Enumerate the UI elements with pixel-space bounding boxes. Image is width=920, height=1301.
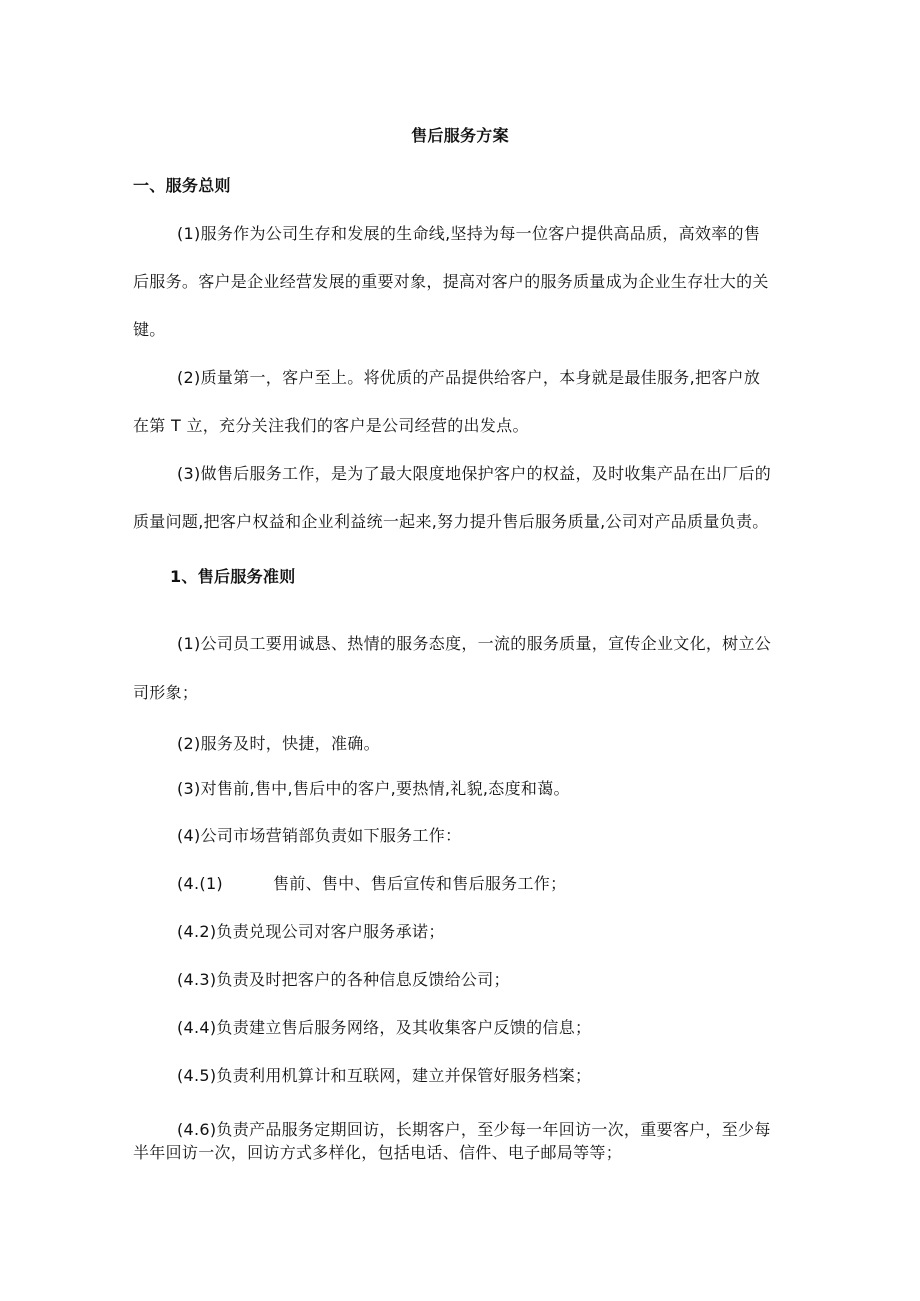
paragraph-3-line-1: (3)做售后服务工作，是为了最大限度地保护客户的权益，及时收集产品在出厂后的 — [177, 464, 772, 483]
item-4-5: (4.5)负责利用机算计和互联网，建立并保管好服务档案； — [177, 1066, 592, 1085]
item-4-4: (4.4)负责建立售后服务网络，及其收集客户反馈的信息； — [177, 1018, 592, 1037]
paragraph-1-line-3: 键。 — [133, 320, 166, 339]
item-4-6-line-2: 半年回访一次，回访方式多样化，包括电话、信件、电子邮局等等； — [133, 1143, 623, 1162]
document-title: 售后服务方案 — [411, 126, 509, 145]
item-4-2: (4.2)负责兑现公司对客户服务承诺； — [177, 922, 445, 941]
item-4-1-text: 售前、售中、售后宣传和售后服务工作； — [272, 874, 567, 893]
paragraph-3-line-2: 质量问题,把客户权益和企业利益统一起来,努力提升售后服务质量,公司对产品质量负责。 — [133, 512, 769, 531]
paragraph-1-line-2: 后服务。客户是企业经营发展的重要对象，提高对客户的服务质量成为企业生存壮大的关 — [133, 272, 769, 291]
section-heading-general: 一、服务总则 — [133, 176, 231, 195]
paragraph-1-line-1: (1)服务作为公司生存和发展的生命线,坚持为每一位客户提供高品质，高效率的售 — [177, 224, 761, 243]
item-1-line-1: (1)公司员工要用诚恳、热情的服务态度，一流的服务质量，宣传企业文化，树立公 — [177, 634, 772, 653]
section-heading-principles: 1、售后服务准则 — [170, 567, 296, 586]
item-4-1-number: (4.(1) — [177, 874, 223, 893]
item-4-1 — [177, 874, 566, 894]
item-4-3: (4.3)负责及时把客户的各种信息反馈给公司； — [177, 970, 510, 989]
item-1-line-2: 司形象； — [133, 683, 199, 702]
item-2: (2)服务及时，快捷，准确。 — [177, 734, 380, 753]
item-4: (4)公司市场营销部负责如下服务工作： — [177, 826, 462, 845]
paragraph-2-line-1: (2)质量第一，客户至上。将优质的产品提供给客户，本身就是最佳服务,把客户放 — [177, 368, 761, 387]
item-3: (3)对售前,售中,售后中的客户,要热情,礼貌,态度和蔼。 — [177, 779, 570, 798]
paragraph-2-line-2: 在第 T 立，充分关注我们的客户是公司经营的出发点。 — [133, 416, 529, 435]
item-4-6-line-1: (4.6)负责产品服务定期回访，长期客户，至少每一年回访一次，重要客户，至少每 — [177, 1120, 771, 1139]
